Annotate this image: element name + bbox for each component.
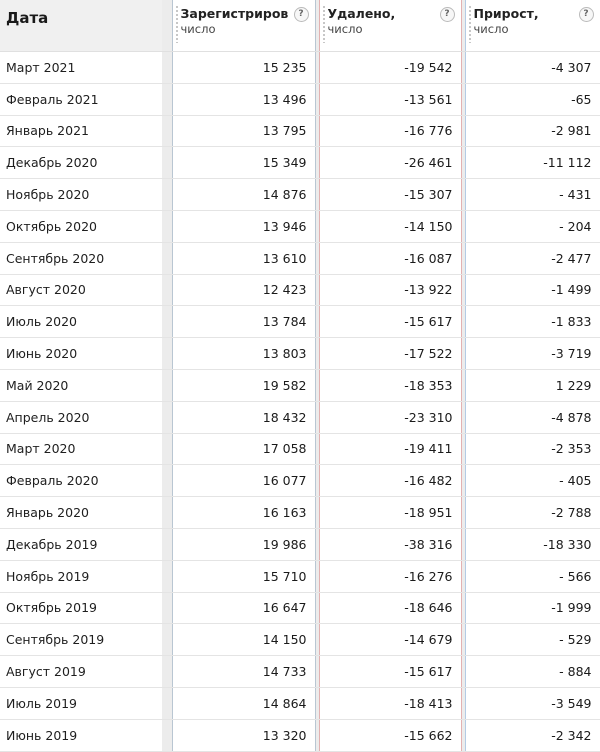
deleted-cell: -19 542 — [319, 52, 461, 84]
help-icon[interactable]: ? — [294, 7, 309, 22]
date-cell: Июль 2020 — [0, 306, 162, 338]
registered-cell: 14 733 — [172, 656, 315, 688]
registered-cell: 16 647 — [172, 592, 315, 624]
table-row — [0, 433, 600, 465]
deleted-cell: -26 461 — [319, 147, 461, 179]
column-spacer — [162, 624, 172, 656]
registered-cell: 12 423 — [172, 274, 315, 306]
date-cell: Сентябрь 2020 — [0, 242, 162, 274]
table-row — [0, 147, 600, 179]
column-spacer — [162, 401, 172, 433]
table-row — [0, 465, 600, 497]
table-row — [0, 52, 600, 84]
growth-cell: - 884 — [465, 656, 600, 688]
date-cell: Октябрь 2019 — [0, 592, 162, 624]
registered-column-title: Зарегистриров — [180, 6, 289, 21]
deleted-cell: -18 951 — [319, 497, 461, 529]
registered-cell: 13 946 — [172, 210, 315, 242]
registered-cell: 14 876 — [172, 179, 315, 211]
date-cell: Август 2020 — [0, 274, 162, 306]
table-row — [0, 656, 600, 688]
date-cell: Ноябрь 2020 — [0, 179, 162, 211]
deleted-cell: -17 522 — [319, 338, 461, 370]
growth-cell: - 431 — [465, 179, 600, 211]
column-spacer — [162, 210, 172, 242]
deleted-column-header[interactable] — [319, 0, 461, 52]
column-spacer — [162, 497, 172, 529]
growth-cell: -4 878 — [465, 401, 600, 433]
growth-cell: -1 833 — [465, 306, 600, 338]
date-cell: Июнь 2019 — [0, 719, 162, 751]
deleted-cell: -15 307 — [319, 179, 461, 211]
registered-cell: 19 582 — [172, 369, 315, 401]
column-spacer — [162, 83, 172, 115]
growth-cell: - 529 — [465, 624, 600, 656]
growth-cell: -2 477 — [465, 242, 600, 274]
growth-cell: -65 — [465, 83, 600, 115]
registered-cell: 13 795 — [172, 115, 315, 147]
deleted-cell: -15 662 — [319, 719, 461, 751]
table-header-row — [0, 0, 600, 52]
deleted-cell: -13 561 — [319, 83, 461, 115]
growth-cell: -4 307 — [465, 52, 600, 84]
date-cell: Апрель 2020 — [0, 401, 162, 433]
registered-cell: 14 864 — [172, 687, 315, 719]
column-spacer — [162, 369, 172, 401]
deleted-cell: -15 617 — [319, 656, 461, 688]
column-spacer — [162, 115, 172, 147]
registered-cell: 17 058 — [172, 433, 315, 465]
date-column-header[interactable]: Дата — [0, 0, 162, 52]
deleted-cell: -23 310 — [319, 401, 461, 433]
deleted-cell: -38 316 — [319, 528, 461, 560]
growth-cell: 1 229 — [465, 369, 600, 401]
deleted-cell: -14 150 — [319, 210, 461, 242]
registered-column-header[interactable] — [172, 0, 315, 52]
column-spacer — [162, 0, 172, 52]
table-row — [0, 274, 600, 306]
column-spacer — [162, 338, 172, 370]
date-cell: Август 2019 — [0, 656, 162, 688]
table-row — [0, 624, 600, 656]
table-row — [0, 719, 600, 751]
column-spacer — [162, 306, 172, 338]
column-spacer — [162, 560, 172, 592]
deleted-cell: -18 353 — [319, 369, 461, 401]
column-spacer — [162, 592, 172, 624]
growth-column-title: Прирост, — [473, 6, 539, 21]
table-row — [0, 338, 600, 370]
growth-cell: -2 981 — [465, 115, 600, 147]
date-cell: Январь 2021 — [0, 115, 162, 147]
deleted-cell: -16 087 — [319, 242, 461, 274]
growth-cell: -18 330 — [465, 528, 600, 560]
column-spacer — [162, 465, 172, 497]
growth-cell: -3 719 — [465, 338, 600, 370]
growth-cell: -2 353 — [465, 433, 600, 465]
growth-cell: - 204 — [465, 210, 600, 242]
registered-cell: 16 077 — [172, 465, 315, 497]
date-cell: Июнь 2020 — [0, 338, 162, 370]
registered-cell: 14 150 — [172, 624, 315, 656]
date-cell: Февраль 2020 — [0, 465, 162, 497]
column-spacer — [162, 528, 172, 560]
date-cell: Декабрь 2019 — [0, 528, 162, 560]
table-row — [0, 179, 600, 211]
table-row — [0, 83, 600, 115]
registered-cell: 13 496 — [172, 83, 315, 115]
column-spacer — [162, 433, 172, 465]
drag-handle-icon[interactable] — [469, 5, 471, 43]
table-row — [0, 497, 600, 529]
table-row — [0, 401, 600, 433]
registered-column-unit: число — [180, 22, 216, 36]
date-cell: Декабрь 2020 — [0, 147, 162, 179]
table-row — [0, 369, 600, 401]
growth-column-header[interactable] — [465, 0, 600, 52]
column-spacer — [162, 179, 172, 211]
column-spacer — [162, 147, 172, 179]
deleted-cell: -16 776 — [319, 115, 461, 147]
date-cell: Март 2021 — [0, 52, 162, 84]
date-cell: Май 2020 — [0, 369, 162, 401]
table-row — [0, 210, 600, 242]
growth-cell: - 405 — [465, 465, 600, 497]
date-cell: Март 2020 — [0, 433, 162, 465]
column-spacer — [162, 719, 172, 751]
registered-cell: 15 349 — [172, 147, 315, 179]
deleted-cell: -16 276 — [319, 560, 461, 592]
registered-cell: 13 610 — [172, 242, 315, 274]
growth-cell: -1 999 — [465, 592, 600, 624]
column-spacer — [162, 687, 172, 719]
growth-cell: -2 788 — [465, 497, 600, 529]
registered-cell: 15 710 — [172, 560, 315, 592]
deleted-cell: -13 922 — [319, 274, 461, 306]
date-cell: Октябрь 2020 — [0, 210, 162, 242]
date-cell: Февраль 2021 — [0, 83, 162, 115]
growth-cell: -3 549 — [465, 687, 600, 719]
table-row — [0, 115, 600, 147]
table-row — [0, 592, 600, 624]
registered-cell: 13 803 — [172, 338, 315, 370]
table-row — [0, 560, 600, 592]
help-icon[interactable]: ? — [440, 7, 455, 22]
deleted-column-title: Удалено, — [327, 6, 396, 21]
table-body — [0, 52, 600, 752]
growth-cell: -11 112 — [465, 147, 600, 179]
registered-cell: 18 432 — [172, 401, 315, 433]
deleted-column-unit: число — [327, 22, 363, 36]
drag-handle-icon[interactable] — [323, 5, 325, 43]
help-icon[interactable]: ? — [579, 7, 594, 22]
registered-cell: 19 986 — [172, 528, 315, 560]
deleted-cell: -18 646 — [319, 592, 461, 624]
date-cell: Ноябрь 2019 — [0, 560, 162, 592]
table-row — [0, 242, 600, 274]
registered-cell: 13 320 — [172, 719, 315, 751]
column-spacer — [162, 656, 172, 688]
drag-handle-icon[interactable] — [176, 5, 178, 43]
deleted-cell: -19 411 — [319, 433, 461, 465]
date-cell: Июль 2019 — [0, 687, 162, 719]
table-row — [0, 306, 600, 338]
column-spacer — [162, 242, 172, 274]
growth-cell: -2 342 — [465, 719, 600, 751]
growth-column-unit: число — [473, 22, 509, 36]
registered-cell: 15 235 — [172, 52, 315, 84]
date-cell: Январь 2020 — [0, 497, 162, 529]
column-spacer — [162, 274, 172, 306]
deleted-cell: -15 617 — [319, 306, 461, 338]
column-spacer — [162, 52, 172, 84]
growth-cell: - 566 — [465, 560, 600, 592]
deleted-cell: -18 413 — [319, 687, 461, 719]
deleted-cell: -14 679 — [319, 624, 461, 656]
date-cell: Сентябрь 2019 — [0, 624, 162, 656]
registered-cell: 16 163 — [172, 497, 315, 529]
table-row — [0, 687, 600, 719]
table-row — [0, 528, 600, 560]
deleted-cell: -16 482 — [319, 465, 461, 497]
growth-cell: -1 499 — [465, 274, 600, 306]
registered-cell: 13 784 — [172, 306, 315, 338]
